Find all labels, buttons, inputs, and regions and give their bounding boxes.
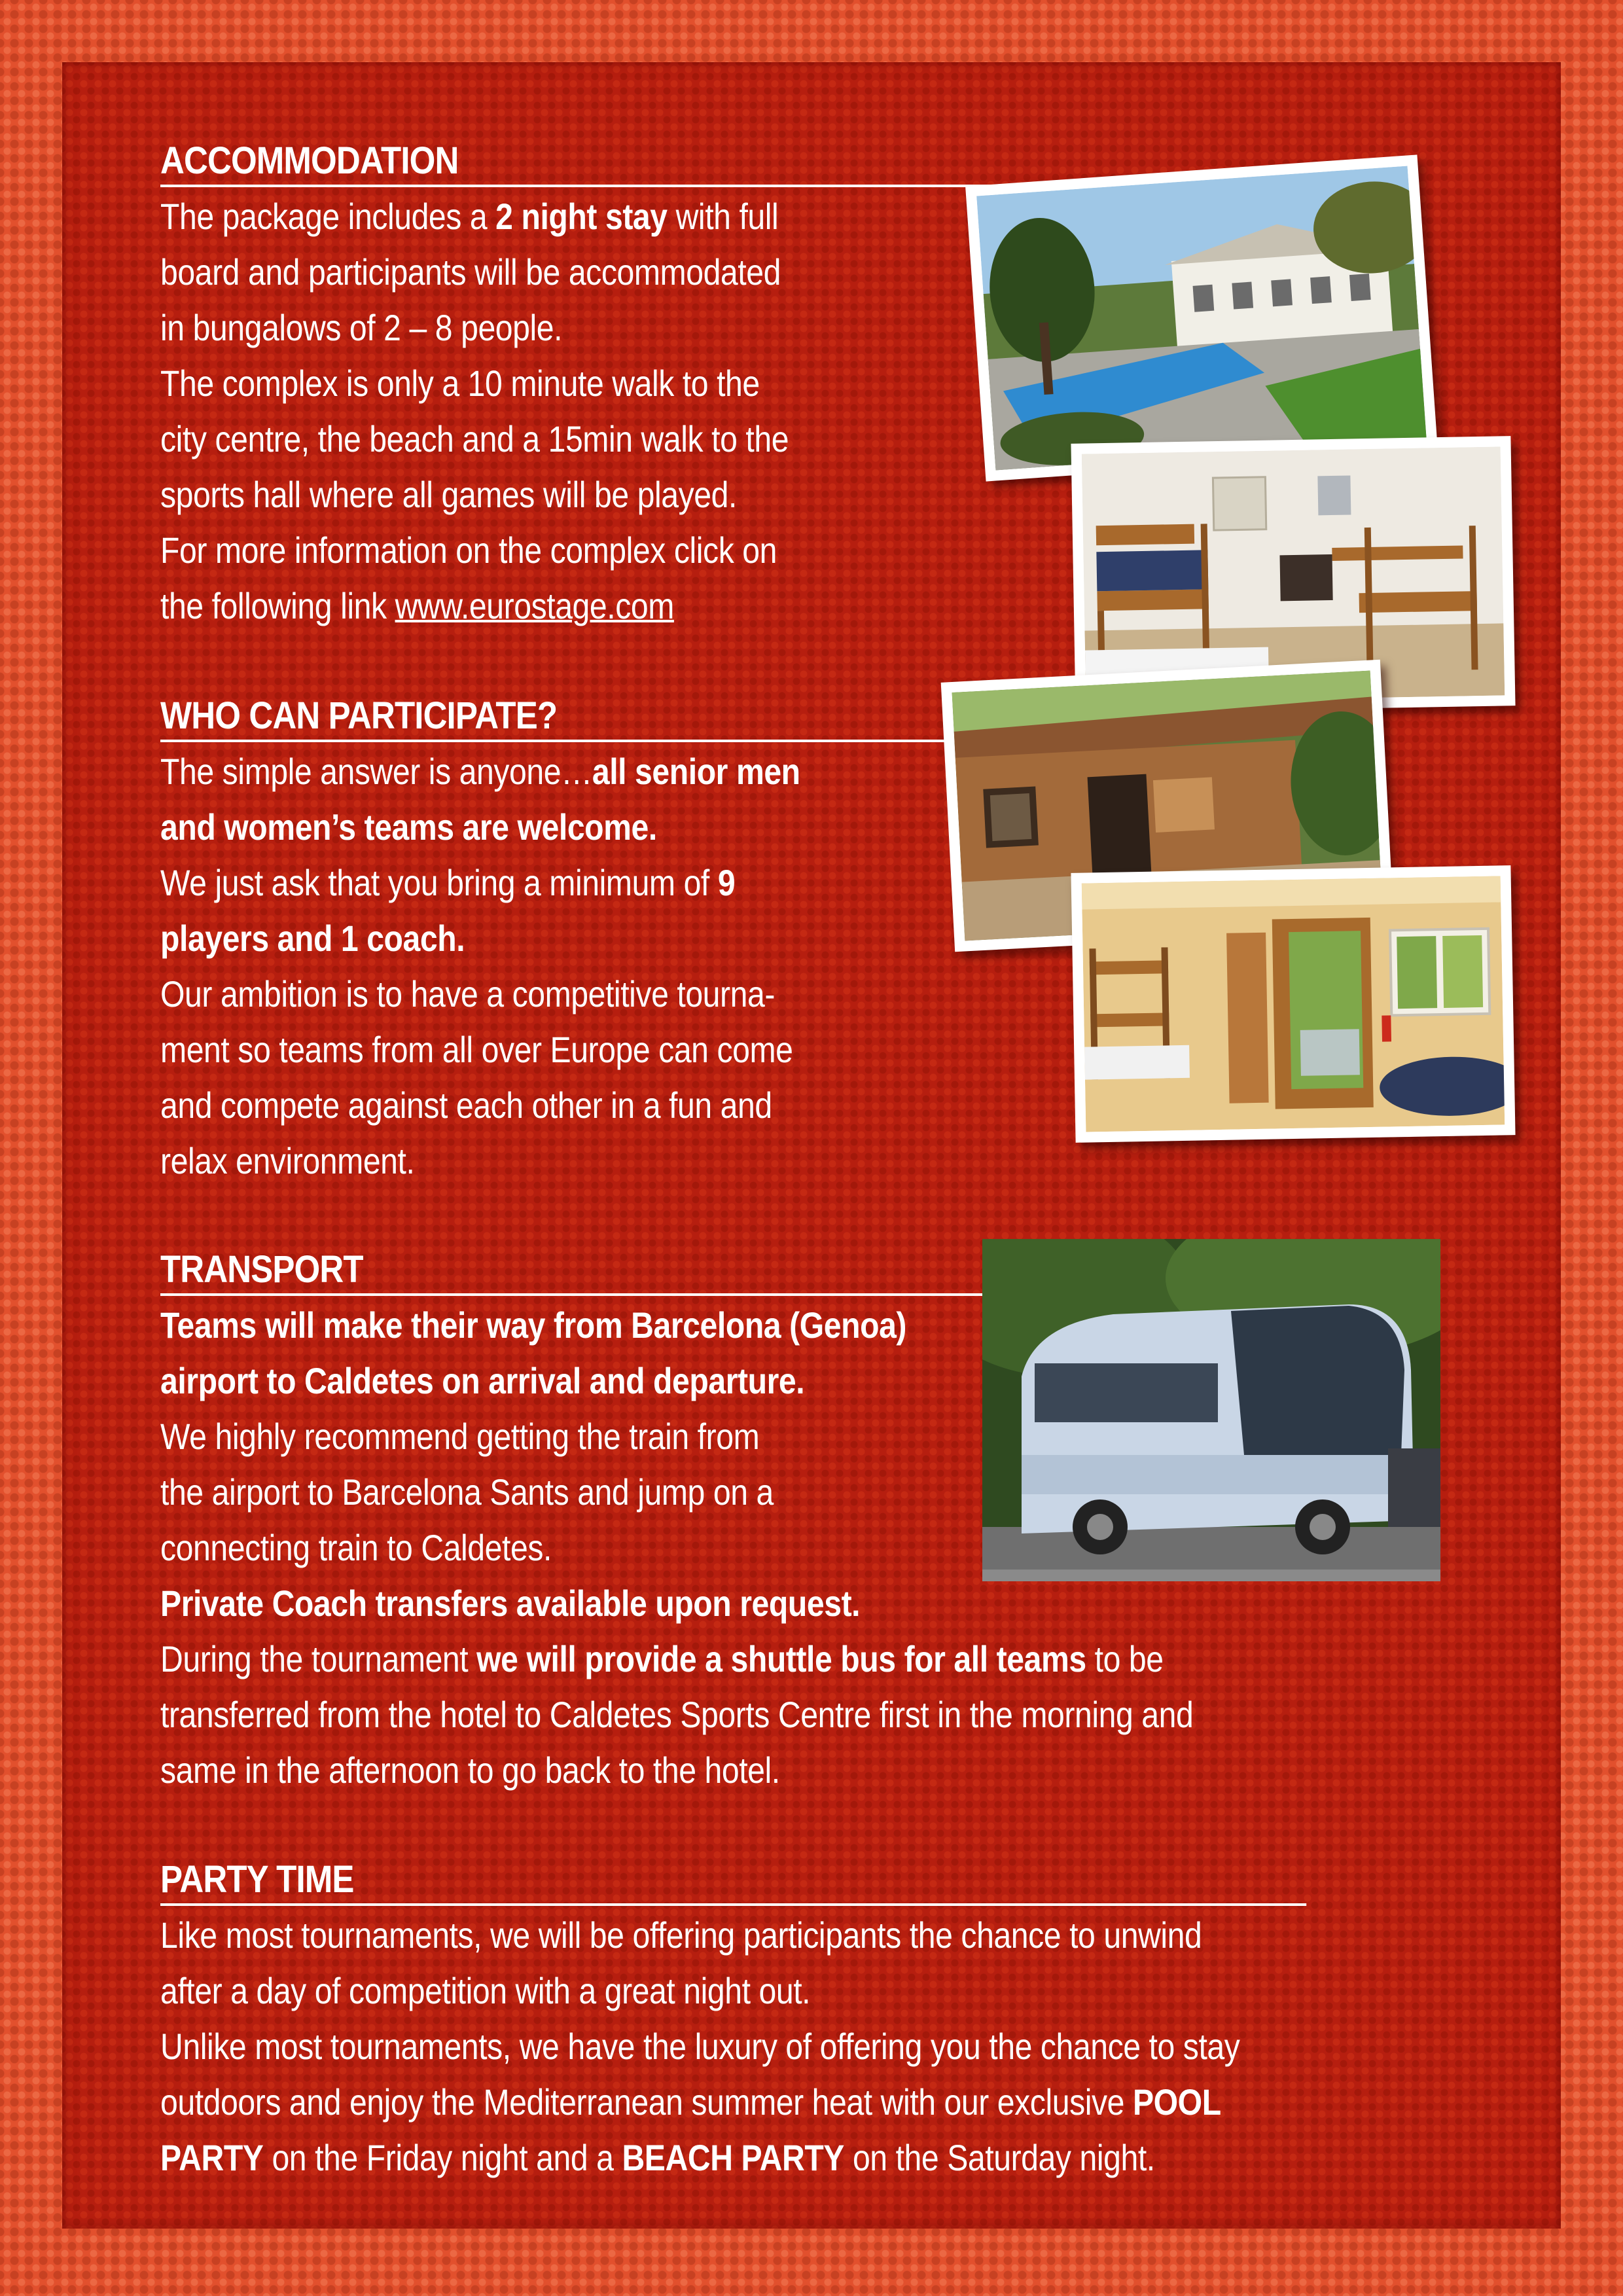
party-text <box>160 1907 1449 2185</box>
text-line: The complex is only a 10 minute walk to the <box>160 363 760 404</box>
participate-heading: WHO CAN PARTICIPATE? <box>160 694 1306 742</box>
text-line: after a day of competition with a great night out. <box>160 1970 811 2011</box>
accommodation-text <box>160 188 864 634</box>
text-line: For more information on the complex click on <box>160 529 777 571</box>
text-line: airport to Caldetes on arrival and departure. <box>160 1360 805 1401</box>
participate-text <box>160 744 864 1189</box>
party-heading: PARTY TIME <box>160 1857 1306 1906</box>
eurostage-link[interactable]: www.eurostage.com <box>395 585 674 626</box>
text-line: sports hall where all games will be played. <box>160 474 737 515</box>
text-line: relax environment. <box>160 1140 415 1181</box>
text-line: Our ambition is to have a competitive tourna- <box>160 973 775 1014</box>
text-line: During the tournament we will provide a shuttle bus for all teams to be <box>160 1638 1164 1679</box>
text-line: same in the afternoon to go back to the hotel. <box>160 1749 780 1791</box>
photo-pool-building <box>965 154 1438 481</box>
text-line: board and participants will be accommodated <box>160 251 781 293</box>
photo-coach-bus <box>982 1239 1440 1581</box>
text-line: Private Coach transfers available upon request. <box>160 1583 861 1624</box>
text-line: and compete against each other in a fun and <box>160 1085 772 1126</box>
text-line: PARTY on the Friday night and a BEACH PARTY on the Saturday night. <box>160 2137 1155 2178</box>
text-line: We highly recommend getting the train from <box>160 1416 760 1457</box>
text-line: We just ask that you bring a minimum of 9 <box>160 862 736 903</box>
text-line: outdoors and enjoy the Mediterranean summer heat with our exclusive POOL <box>160 2081 1221 2123</box>
text-line: ment so teams from all over Europe can come <box>160 1029 793 1070</box>
text-line: the following link www.eurostage.com <box>160 585 674 626</box>
party-section <box>160 1857 1463 2185</box>
text-line: city centre, the beach and a 15min walk to the <box>160 418 789 459</box>
pool-building-image <box>976 166 1427 470</box>
photo-room-door <box>1071 865 1515 1143</box>
room-door-image <box>1082 876 1505 1132</box>
coach-bus-image <box>982 1239 1440 1581</box>
text-line: transferred from the hotel to Caldetes Sports Centre first in the morning and <box>160 1694 1194 1735</box>
text-line: players and 1 coach. <box>160 918 465 959</box>
text-line: in bungalows of 2 – 8 people. <box>160 307 563 348</box>
text-line: Unlike most tournaments, we have the luxury of offering you the chance to stay <box>160 2026 1240 2067</box>
text-line: Teams will make their way from Barcelona (Genoa) <box>160 1304 907 1346</box>
text-line: Like most tournaments, we will be offering participants the chance to unwind <box>160 1914 1202 1956</box>
text-line: The package includes a 2 night stay with full <box>160 196 779 237</box>
accommodation-heading: ACCOMMODATION <box>160 139 1306 187</box>
text-line: connecting train to Caldetes. <box>160 1527 552 1568</box>
text-line: The simple answer is anyone…all senior men <box>160 751 800 792</box>
transport-heading: TRANSPORT <box>160 1247 1306 1296</box>
text-line: and women’s teams are welcome. <box>160 806 657 848</box>
text-line: the airport to Barcelona Sants and jump on a <box>160 1471 774 1513</box>
